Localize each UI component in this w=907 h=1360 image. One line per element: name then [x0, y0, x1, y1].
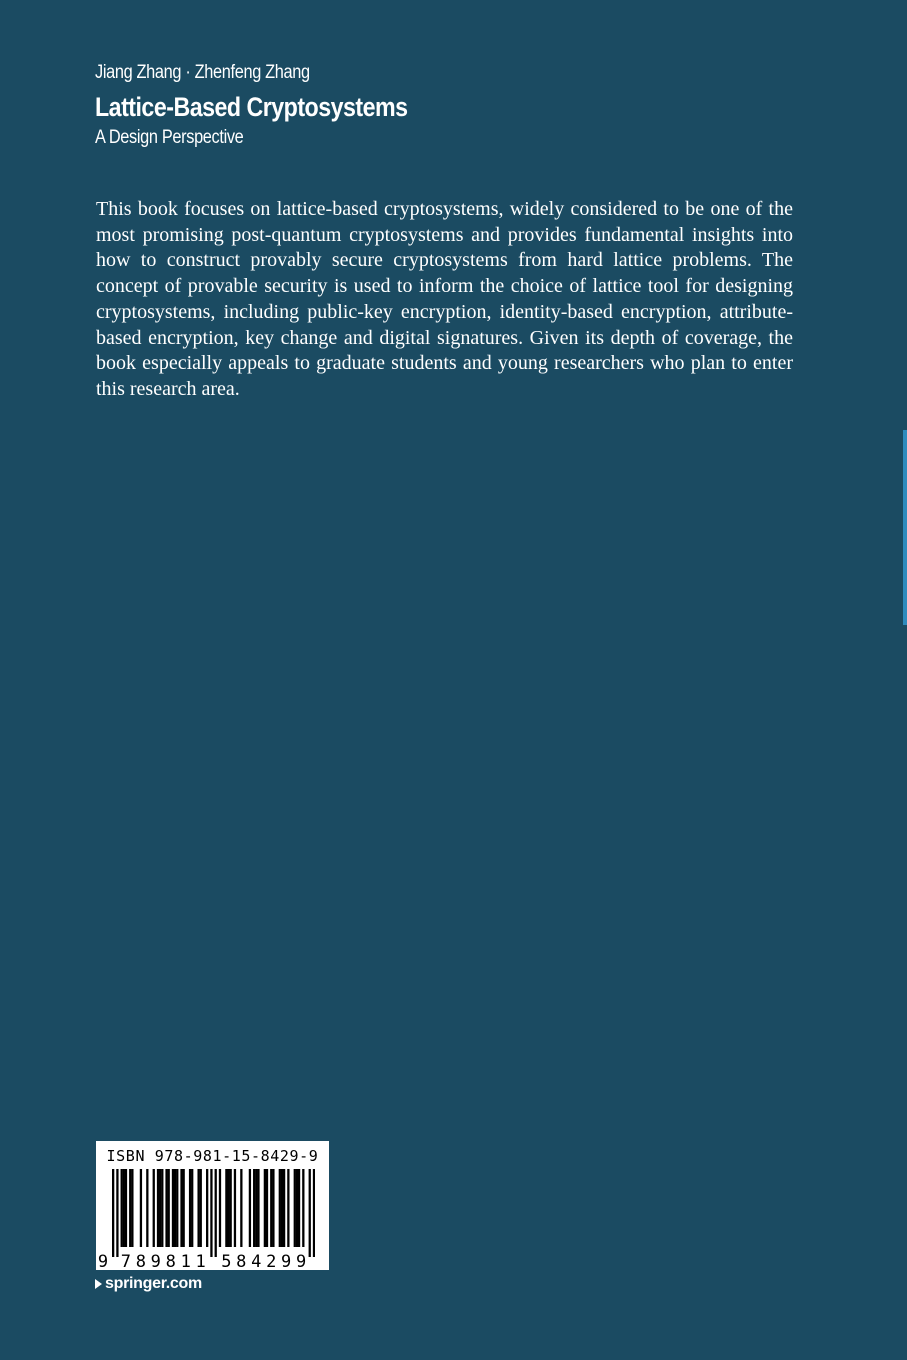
barcode-bar [225, 1169, 227, 1247]
barcode-digit: 1 [180, 1252, 191, 1270]
barcode-bar [249, 1169, 251, 1247]
barcode-bar [191, 1169, 193, 1247]
barcode-bar [174, 1169, 176, 1247]
barcode-bar [153, 1169, 155, 1247]
barcode-bar [227, 1169, 229, 1247]
barcode-bar [189, 1169, 191, 1247]
barcode-bar [253, 1169, 255, 1247]
barcode-bar [200, 1169, 202, 1247]
barcode-bar [283, 1169, 285, 1247]
barcode-bar [131, 1169, 133, 1247]
barcode-bar [219, 1169, 221, 1247]
barcode-bar [230, 1169, 232, 1247]
barcode-bars [112, 1169, 315, 1265]
barcode-digit: 9 [295, 1252, 307, 1270]
barcode-digit: 9 [150, 1252, 161, 1270]
barcode-digit: 1 [195, 1252, 206, 1270]
barcode-bar [255, 1169, 257, 1247]
barcode-bar [298, 1169, 300, 1247]
barcode-digit: 4 [251, 1252, 262, 1270]
barcode-bar [279, 1169, 281, 1247]
isbn-barcode [96, 1141, 329, 1270]
barcode-bar [272, 1169, 274, 1247]
barcode-bar [215, 1169, 217, 1257]
barcode-bar [313, 1169, 315, 1257]
barcode-bar [257, 1169, 259, 1247]
barcode-bar [180, 1169, 182, 1247]
barcode-digit: 7 [120, 1252, 132, 1270]
barcode-digit: 8 [135, 1252, 146, 1270]
book-subtitle: A Design Perspective [95, 127, 244, 148]
book-title: Lattice-Based Cryptosystems [95, 92, 408, 122]
barcode-digit: 8 [165, 1252, 176, 1270]
barcode-bar [294, 1169, 296, 1247]
barcode-bar [302, 1169, 304, 1247]
barcode-digit: 9 [281, 1252, 292, 1270]
barcode-bar [159, 1169, 161, 1247]
barcode-bar [206, 1169, 208, 1247]
barcode-digit: 2 [266, 1252, 277, 1270]
barcode-bar [157, 1169, 159, 1247]
barcode-bar [234, 1169, 236, 1247]
barcode-bar [121, 1169, 123, 1247]
barcode-bar [129, 1169, 131, 1247]
barcode-bar [146, 1169, 148, 1247]
isbn-number: ISBN 978-981-15-8429-9 [106, 1147, 319, 1165]
barcode-bar [161, 1169, 163, 1247]
barcode-bar [125, 1169, 127, 1247]
barcode-bar [264, 1169, 266, 1247]
barcode-bar [116, 1169, 118, 1257]
barcode-bar [266, 1169, 268, 1247]
barcode-bar [176, 1169, 178, 1247]
barcode-bar [240, 1169, 242, 1247]
barcode-bar [309, 1169, 311, 1257]
barcode-bar [123, 1169, 125, 1247]
barcode-bar [287, 1169, 289, 1247]
barcode-bar [140, 1169, 142, 1247]
book-description: This book focuses on lattice-based cryptosystems, widely considered to be one of the most promising post-quantum cryptosystems and provides fundamental insights into how to construct provably secure cryptosystems from hard lattice problems. The concept of provable security is used to inform the choice of lattice tool for designing cryptosystems, including public-key encryption, identity-based encryption, attribute-based encryption, key change and digital signatures. Given its depth of coverage, the book especially appeals to graduate students and young researchers who plan to enter this research area. [96, 198, 793, 400]
publisher-website: springer.com [105, 1275, 202, 1292]
barcode-bar [172, 1169, 174, 1247]
barcode-bar [165, 1169, 167, 1247]
play-arrow-icon [95, 1279, 102, 1289]
barcode-bar [112, 1169, 114, 1257]
edge-accent-strip [903, 430, 907, 625]
barcode-bar [197, 1169, 199, 1247]
barcode-bar [183, 1169, 185, 1247]
barcode-bar [296, 1169, 298, 1247]
barcode-bar [270, 1169, 272, 1247]
barcode-digit: 9 [97, 1252, 109, 1270]
book-authors: Jiang Zhang · Zhenfeng Zhang [95, 62, 310, 83]
publisher-link[interactable] [95, 1275, 202, 1293]
barcode-digit: 8 [236, 1252, 247, 1270]
barcode-bar [168, 1169, 170, 1247]
barcode-digit: 5 [221, 1252, 232, 1270]
barcode-bar [210, 1169, 212, 1257]
barcode-bar [281, 1169, 283, 1247]
